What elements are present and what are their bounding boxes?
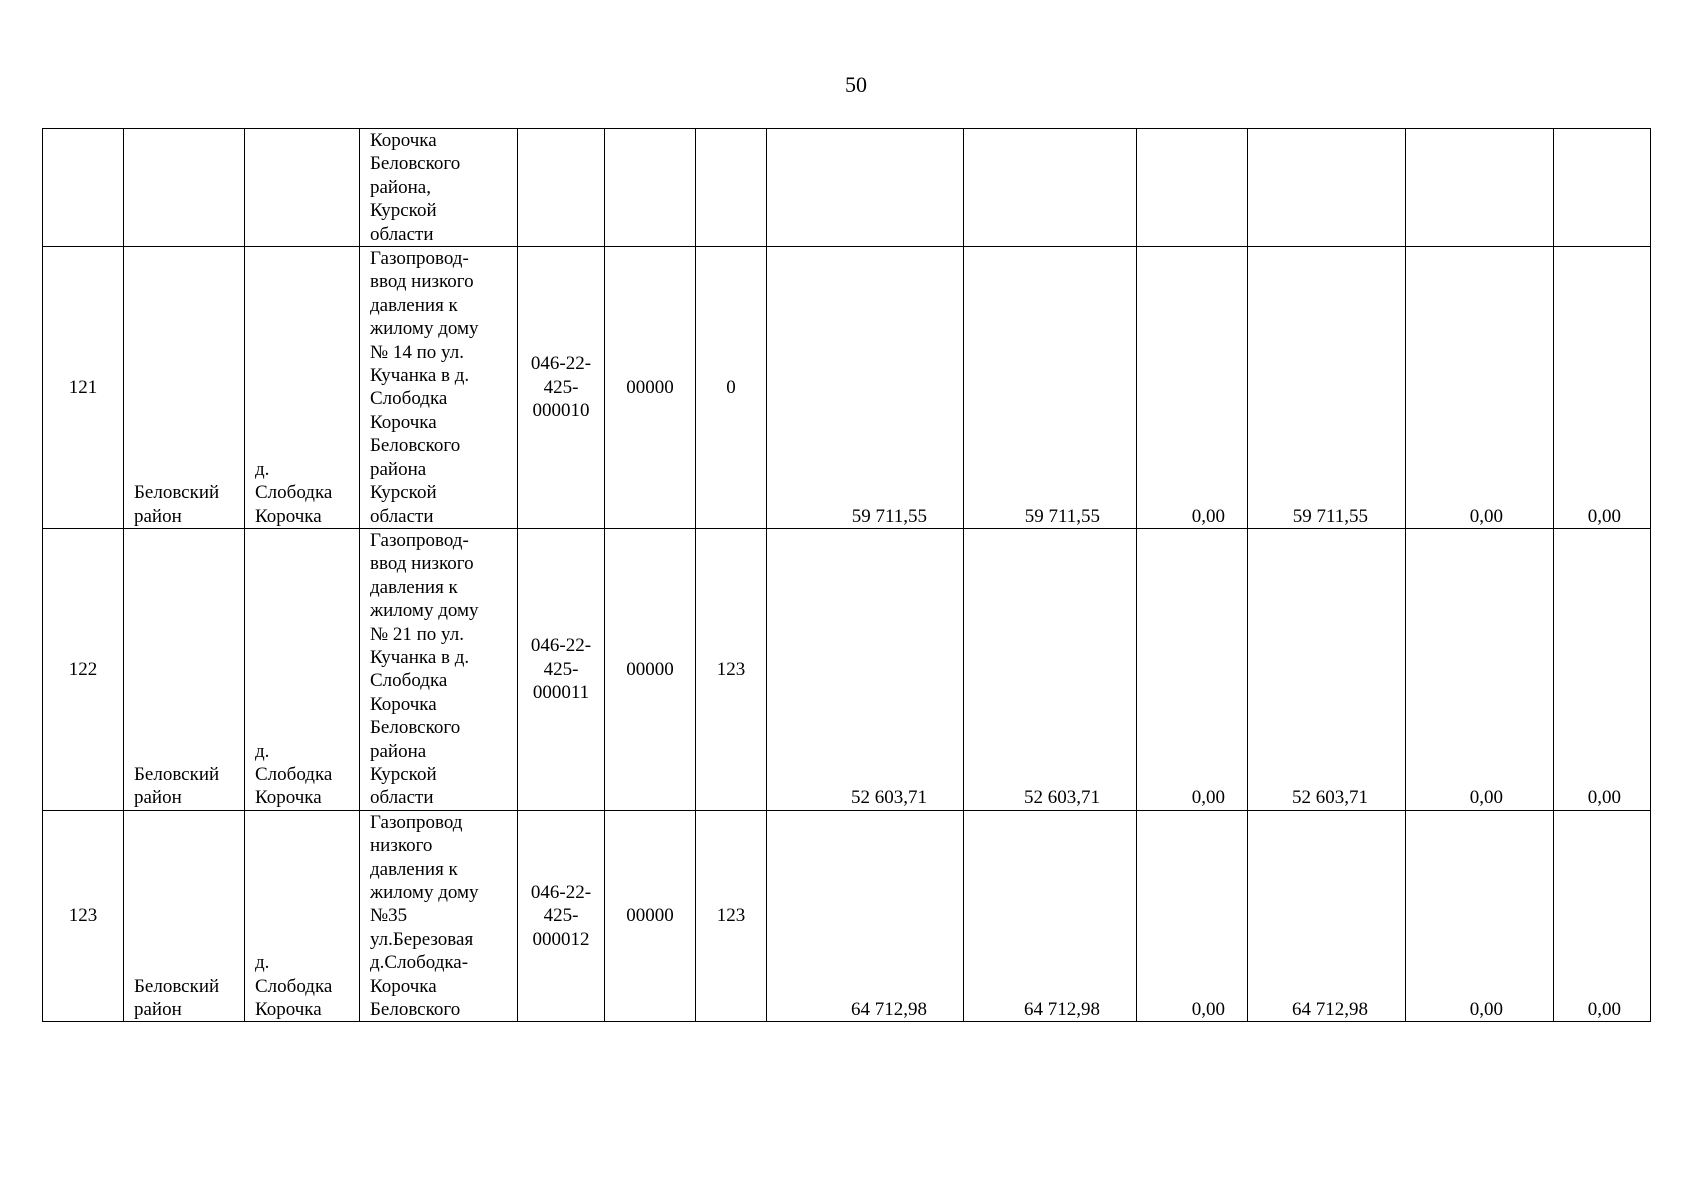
value-cell: 0,00	[1137, 810, 1248, 1022]
quantity-cell: 123	[696, 810, 767, 1022]
inventory-cell: 00000	[605, 247, 696, 529]
description-cell: Корочка Беловского района, Курской области	[370, 130, 461, 245]
table-row	[43, 528, 1651, 810]
value-cell: 0,00	[1137, 247, 1248, 529]
description-cell: Газопровод низкого давления к жилому дому №35 ул.Березовая д.Слободка- Корочка Беловского	[370, 811, 479, 1021]
district-cell: Беловский район	[134, 763, 220, 809]
value-cell: 64 712,98	[767, 810, 964, 1022]
value-cell: 59 711,55	[964, 247, 1137, 529]
description-cell: Газопровод- ввод низкого давления к жилому дому № 21 по ул. Кучанка в д. Слободка Корочка Беловского района Курской области	[370, 529, 479, 809]
cadastral-number-cell: 046-22- 425- 000011	[530, 635, 592, 704]
inventory-cell: 00000	[605, 528, 696, 810]
locality-cell: д. Слободка Корочка	[255, 952, 333, 1021]
value-cell: 52 603,71	[964, 528, 1137, 810]
quantity-cell: 123	[696, 528, 767, 810]
value-cell: 0,00	[1137, 528, 1248, 810]
value-cell: 64 712,98	[1248, 810, 1406, 1022]
value-cell: 59 711,55	[767, 247, 964, 529]
value-cell: 0,00	[1406, 810, 1554, 1022]
district-cell: Беловский район	[134, 975, 220, 1021]
value-cell: 0,00	[1406, 247, 1554, 529]
description-cell: Газопровод- ввод низкого давления к жилому дому № 14 по ул. Кучанка в д. Слободка Корочка Беловского района Курской области	[370, 248, 479, 527]
cadastral-number-cell: 046-22- 425- 000010	[530, 353, 592, 422]
value-cell: 52 603,71	[1248, 528, 1406, 810]
page-number: 50	[845, 72, 867, 97]
value-cell: 0,00	[1554, 528, 1651, 810]
value-cell: 0,00	[1554, 247, 1651, 529]
table-row-continuation	[43, 129, 1651, 247]
locality-cell: д. Слободка Корочка	[255, 458, 333, 527]
row-number-cell: 123	[43, 810, 124, 1022]
row-number-cell: 121	[43, 247, 124, 529]
value-cell: 0,00	[1554, 810, 1651, 1022]
value-cell: 0,00	[1406, 528, 1554, 810]
value-cell: 59 711,55	[1248, 247, 1406, 529]
table-row	[43, 247, 1651, 529]
row-number-cell: 122	[43, 528, 124, 810]
cadastral-number-cell: 046-22- 425- 000012	[530, 882, 592, 950]
value-cell: 64 712,98	[964, 810, 1137, 1022]
district-cell: Беловский район	[134, 482, 220, 527]
table-row	[43, 810, 1651, 1022]
quantity-cell: 0	[696, 247, 767, 529]
value-cell: 52 603,71	[767, 528, 964, 810]
locality-cell: д. Слободка Корочка	[255, 740, 333, 809]
assets-table	[42, 128, 1651, 1022]
inventory-cell: 00000	[605, 810, 696, 1022]
